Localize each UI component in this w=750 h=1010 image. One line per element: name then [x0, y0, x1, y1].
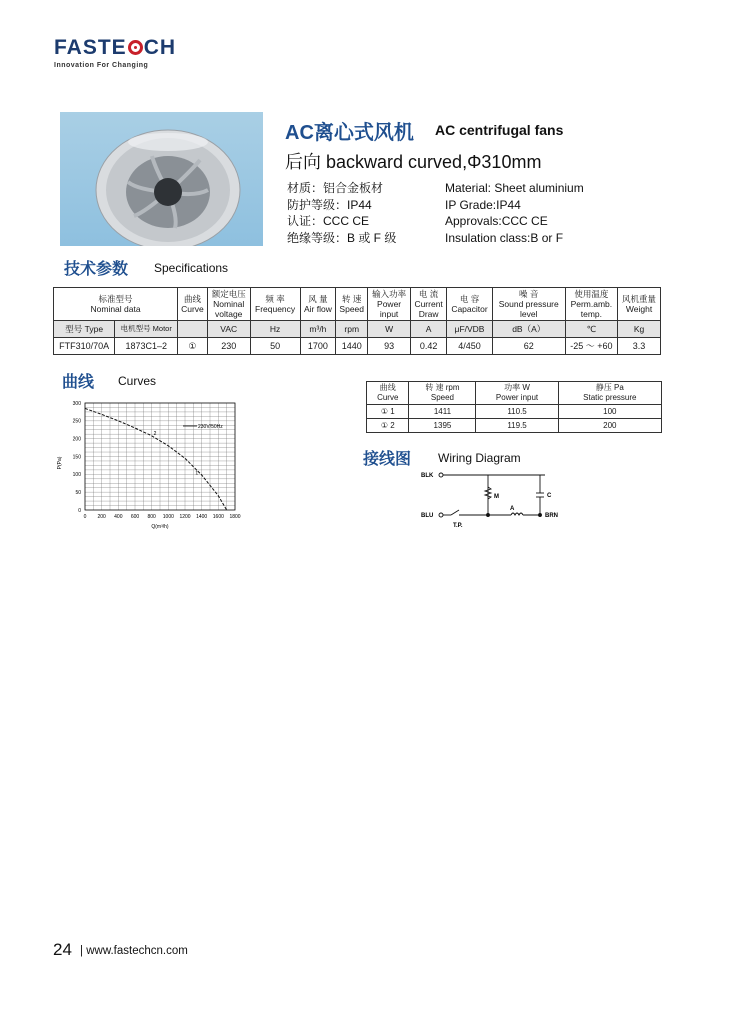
x-tick-label: 400 [114, 514, 123, 520]
section-curves-title-en: Curves [118, 374, 157, 388]
section-specs-title-cn: 技术参数 [64, 261, 129, 278]
cell-sound: 62 [492, 338, 565, 355]
spec-approval-en: Approvals:CCC CE [445, 214, 548, 228]
wire-label-motor: M [494, 494, 499, 500]
curve-cell-pressure: 100 [558, 405, 661, 419]
chart-x-label: Q(m³/h) [151, 524, 169, 530]
page-number: 24 [53, 940, 72, 959]
chart-grid [85, 403, 235, 510]
spec-table-header [54, 288, 661, 321]
section-wiring-title-en: Wiring Diagram [438, 451, 521, 465]
cell-capacitor: 4/450 [447, 338, 493, 355]
table-row [54, 338, 661, 355]
spec-table-units [54, 321, 661, 338]
product-photo [60, 112, 263, 246]
y-tick-label: 100 [72, 472, 81, 479]
curve-hdr-power: 功率 W Power input [476, 382, 558, 405]
spec-material-cn: 材质：铝合金板材 [287, 181, 384, 195]
logo-target-icon [128, 40, 143, 55]
spec-material-en: Material: Sheet aluminium [445, 181, 584, 195]
spec-insulation-cn: 绝缘等级：B 或 F 级 [287, 230, 397, 245]
cell-airflow: 1700 [300, 338, 336, 355]
section-specs-title-en: Specifications [154, 261, 229, 275]
curve-cell-pressure: 200 [558, 419, 661, 433]
x-tick-label: 600 [130, 514, 140, 520]
unit-sound: dB（A） [492, 321, 565, 338]
brand-logo [54, 36, 176, 60]
curve-cell-speed: 1395 [409, 419, 476, 433]
y-tick-label: 200 [72, 436, 81, 443]
cell-voltage: 230 [207, 338, 250, 355]
x-tick-label: 1800 [229, 514, 241, 520]
x-tick-label: 1000 [162, 514, 174, 520]
website-link[interactable]: www.fastechcn.com [86, 945, 188, 957]
y-tick-label: 50 [75, 489, 81, 496]
unit-frequency: Hz [250, 321, 300, 338]
hdr-current: 电 流 Current Draw [410, 288, 446, 321]
curve-hdr-speed: 转 速 rpm Speed [409, 382, 476, 405]
y-tick-label: 300 [72, 400, 81, 407]
wire-label-tp: T.P. [453, 523, 463, 529]
cell-temperature: -25 ～ +60 [565, 338, 617, 355]
spec-table [53, 287, 661, 355]
spec-list-en [445, 180, 584, 246]
curve-cell-curve: ① 2 [367, 419, 409, 433]
cell-frequency: 50 [250, 338, 300, 355]
unit-airflow: m³/h [300, 321, 336, 338]
chart-legend-label: 230V/50Hz [198, 424, 223, 430]
table-row [367, 405, 662, 419]
footer-url [80, 945, 188, 957]
wire-label-capacitor: C [547, 493, 552, 499]
chart-markers [154, 431, 199, 476]
x-tick-label: 1400 [196, 514, 208, 520]
unit-speed: rpm [336, 321, 368, 338]
spec-ip-cn: 防护等级：IP44 [287, 197, 372, 212]
hdr-speed: 转 速 Speed [336, 288, 368, 321]
chart-point-label: 2 [153, 431, 157, 438]
hdr-sound: 噪 音 Sound pressure level [492, 288, 565, 321]
wire-label-blk: BLK [421, 473, 434, 479]
cell-type: FTF310/70A [54, 338, 115, 355]
curve-cell-power: 110.5 [476, 405, 558, 419]
hdr-voltage: 额定电压 Nominal voltage [207, 288, 250, 321]
table-row [367, 419, 662, 433]
x-tick-label: 1200 [179, 514, 191, 520]
cell-motor: 1873C1–2 [115, 338, 178, 355]
hdr-weight: 风机重量 Weight [618, 288, 661, 321]
curve-table [366, 381, 662, 433]
x-tick-label: 200 [97, 514, 106, 520]
unit-weight: Kg [618, 321, 661, 338]
wire-label-blu: BLU [421, 513, 434, 519]
product-title-en: AC centrifugal fans [435, 122, 564, 138]
cell-weight: 3.3 [618, 338, 661, 355]
unit-power: W [368, 321, 411, 338]
chart-y-label: P(Pa) [57, 456, 63, 470]
section-wiring-title-cn: 接线图 [363, 451, 412, 468]
unit-capacitor: μF/VDB [447, 321, 493, 338]
hdr-temperature: 使用温度 Perm.amb. temp. [565, 288, 617, 321]
hdr-capacitor: 电 容 Capacitor [447, 288, 493, 321]
curve-table-header [367, 382, 662, 405]
cell-speed: 1440 [336, 338, 368, 355]
logo-text-left: FASTE [54, 36, 127, 59]
hdr-airflow: 风 量 Air flow [300, 288, 336, 321]
footer-separator: | [80, 945, 83, 957]
product-subtitle: 后向 backward curved,Φ310mm [285, 152, 542, 172]
spec-insulation-en: Insulation class:B or F [445, 230, 564, 245]
performance-curve-chart [55, 395, 255, 535]
unit-voltage: VAC [207, 321, 250, 338]
curve-cell-power: 119.5 [476, 419, 558, 433]
hdr-curve: 曲线 Curve [178, 288, 208, 321]
cell-current: 0.42 [410, 338, 446, 355]
curve-hdr-pressure: 静压 Pa Static pressure [558, 382, 661, 405]
curve-cell-curve: ① 1 [367, 405, 409, 419]
unit-motor: 电机型号 Motor [115, 321, 178, 338]
cell-power: 93 [368, 338, 411, 355]
logo-text-right: CH [143, 36, 177, 59]
curve-cell-speed: 1411 [409, 405, 476, 419]
y-tick-label: 0 [78, 507, 81, 514]
x-tick-label: 0 [83, 514, 87, 520]
unit-curve [178, 321, 208, 338]
chart-point-label: 1 [195, 470, 199, 477]
spec-ip-en: IP Grade:IP44 [445, 197, 521, 212]
y-tick-label: 250 [72, 418, 81, 425]
cell-curve: ① [178, 338, 208, 355]
unit-temperature: ℃ [565, 321, 617, 338]
section-curves-title-cn: 曲线 [62, 374, 95, 391]
chart-ticks [73, 401, 241, 520]
unit-current: A [410, 321, 446, 338]
y-tick-label: 150 [72, 454, 81, 461]
wiring-diagram [415, 465, 575, 535]
hdr-frequency: 频 率 Frequency [250, 288, 300, 321]
spec-approval-cn: 认证：CCC CE [287, 214, 370, 228]
wire-label-brn: BRN [545, 513, 558, 519]
hdr-power: 输入功率 Power input [368, 288, 411, 321]
unit-type: 型号 Type [54, 321, 115, 338]
logo-tagline: Innovation For Changing [54, 62, 149, 69]
x-tick-label: 800 [147, 514, 156, 520]
spec-list-cn [287, 180, 396, 246]
product-title-cn: AC离心式风机 [285, 122, 414, 144]
curve-hdr-curve: 曲线 Curve [367, 382, 409, 405]
wire-label-a: A [510, 506, 515, 512]
x-tick-label: 1600 [212, 514, 224, 520]
hdr-nominal: 标准型号 Nominal data [54, 288, 178, 321]
